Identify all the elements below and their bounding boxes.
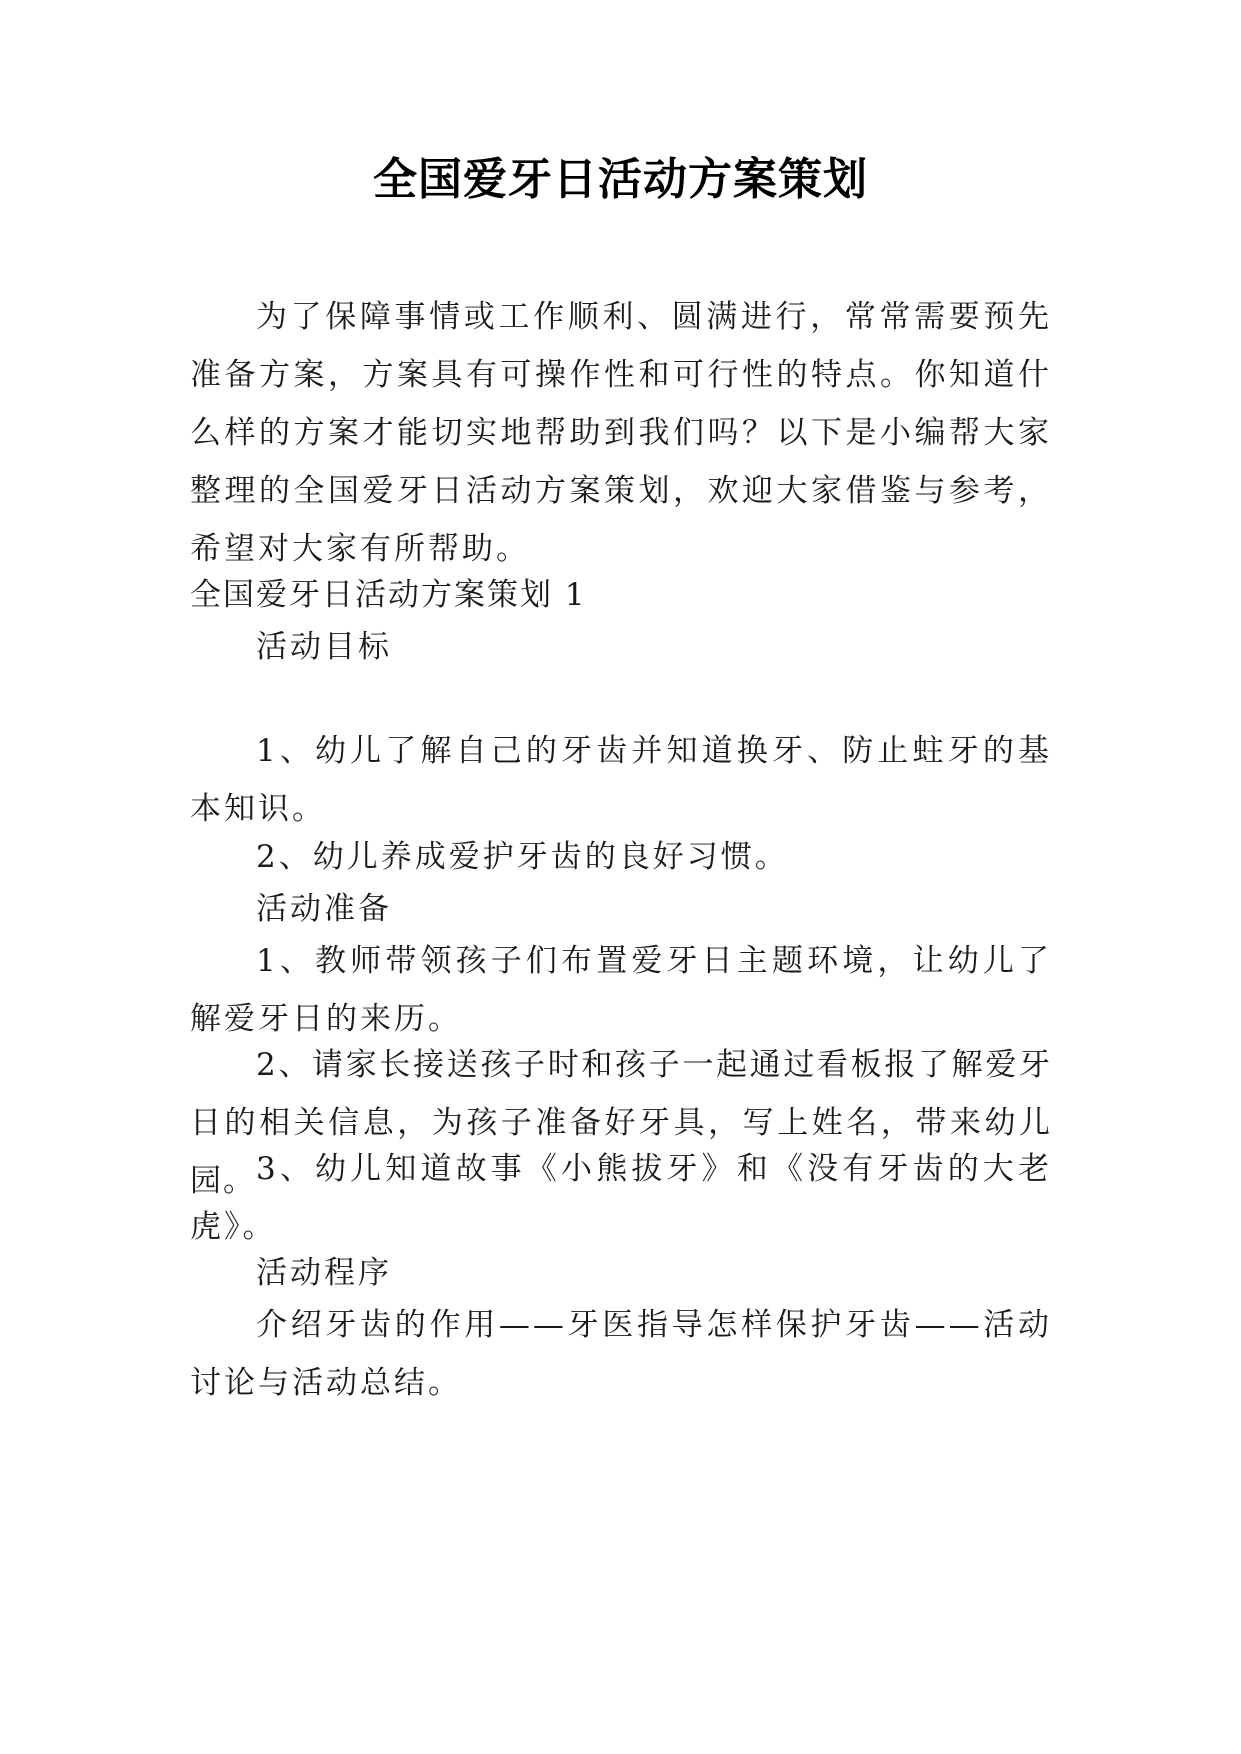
proc-item-1: 介绍牙齿的作用——牙医指导怎样保护牙齿——活动讨论与活动总结。 <box>190 1307 1052 1401</box>
prep-item-1: 1、教师带领孩子们布置爱牙日主题环境，让幼儿了解爱牙日的来历。 <box>190 943 1052 1037</box>
section-heading: 全国爱牙日活动方案策划 1 <box>190 577 587 613</box>
goal-item-1: 1、幼儿了解自己的牙齿并知道换牙、防止蛀牙的基本知识。 <box>190 733 1052 827</box>
goal-item-2: 2、幼儿养成爱护牙齿的良好习惯。 <box>256 839 789 875</box>
intro-paragraph: 为了保障事情或工作顺利、圆满进行，常常需要预先准备方案，方案具有可操作性和可行性的特点。你知道什么样的方案才能切实地帮助到我们吗？以下是小编帮大家整理的全国爱牙日活动方案策划，欢迎大家借鉴与参考，希望对大家有所帮助。 <box>190 299 1052 567</box>
prep-label: 活动准备 <box>256 891 392 927</box>
document-title: 全国爱牙日活动方案策划 <box>373 154 868 205</box>
prep-item-3: 3、幼儿知道故事《小熊拔牙》和《没有牙齿的大老虎》。 <box>190 1151 1052 1245</box>
proc-label: 活动程序 <box>256 1255 392 1291</box>
prep-item-2: 2、请家长接送孩子时和孩子一起通过看板报了解爱牙日的相关信息，为孩子准备好牙具，写上姓名，带来幼儿园。 <box>190 1047 1052 1199</box>
goal-label: 活动目标 <box>256 629 392 665</box>
